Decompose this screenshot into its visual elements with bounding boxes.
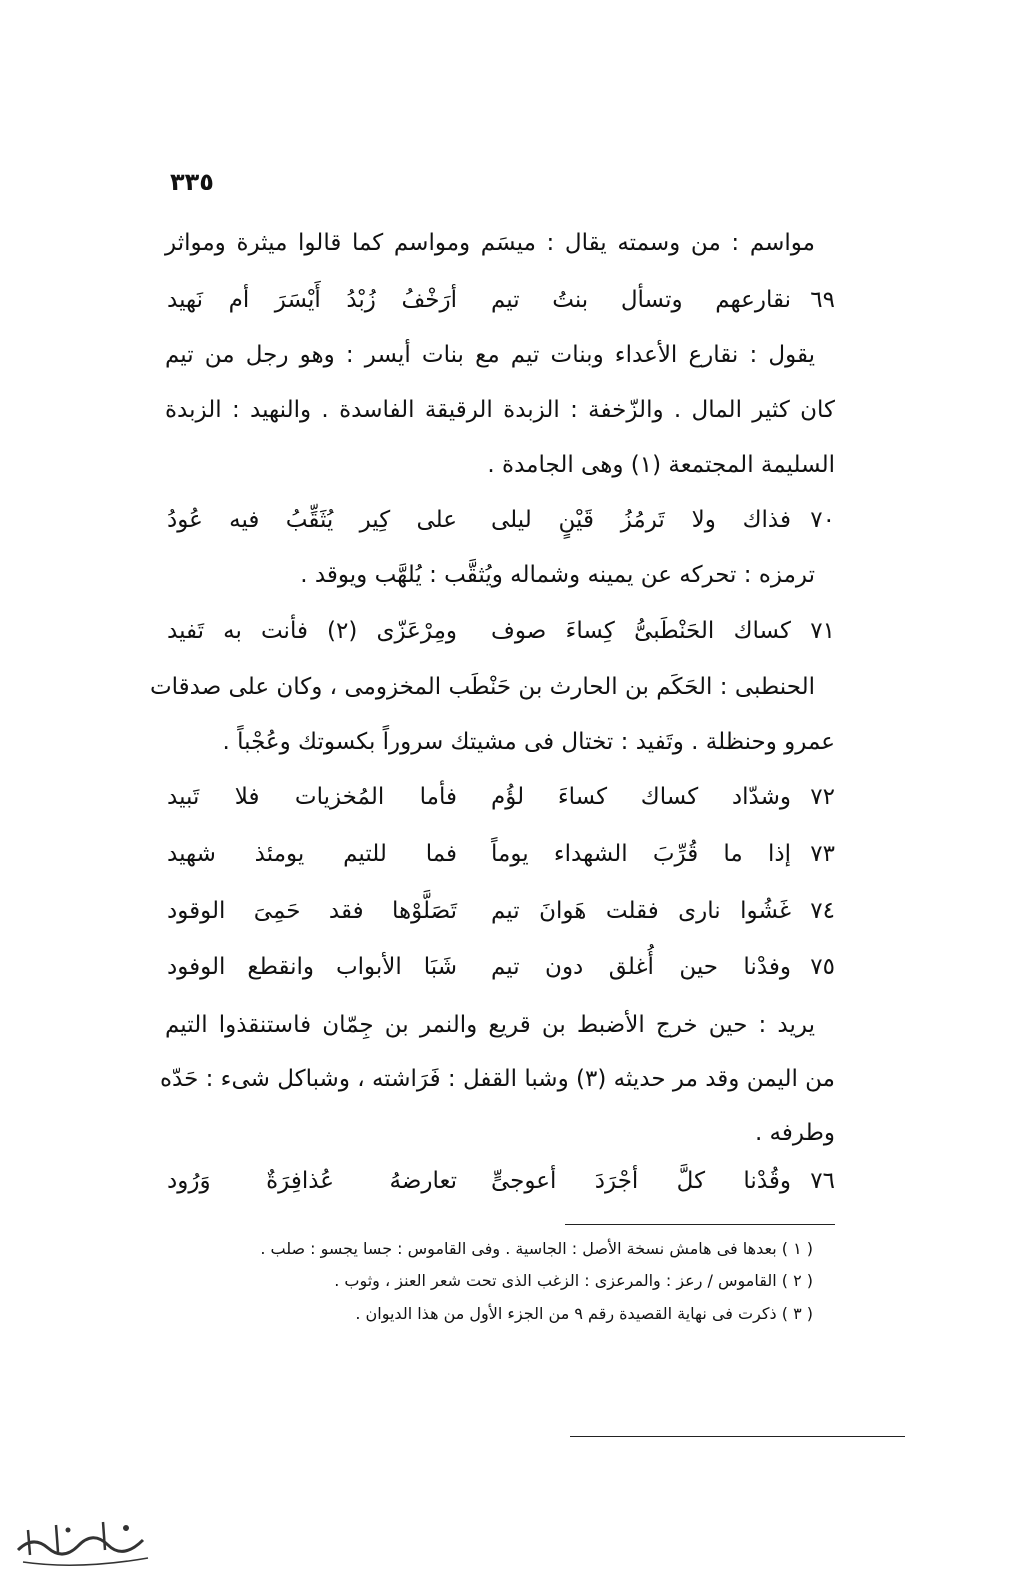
- commentary-line: يريد : حين خرج الأضبط بن قريع والنمر بن جِمّان فاستنقذوا التيم: [165, 1012, 815, 1038]
- verse-second-hemistich: تعارضهُ عُذافِرَةٌ وَرُود: [167, 1168, 457, 1194]
- verse-number: ٧٥: [810, 954, 835, 980]
- verse-second-hemistich: أرَخْفُ زُبْدُ أَيْسَرَ أم نَهيد: [167, 287, 457, 313]
- verse-first-hemistich: نقارعهم وتسأل بنتُ تيم: [491, 287, 791, 313]
- commentary-line: عمرو وحنظلة . وتَفيد : تختال فى مشيتك سروراً بكسوتك وعُجْباً .: [222, 729, 835, 755]
- commentary-line: السليمة المجتمعة (١) وهى الجامدة .: [487, 452, 835, 478]
- verse-second-hemistich: تَصَلَّوْها فقد حَمِىَ الوقود: [167, 898, 457, 924]
- commentary-line: كان كثير المال . والزّخفة : الزبدة الرقيقة الفاسدة . والنهيد : الزبدة: [165, 397, 835, 423]
- verse-75: [165, 950, 835, 984]
- verse-69: [165, 283, 835, 317]
- verse-first-hemistich: كساك الحَنْطَبىُّ كِساءَ صوف: [491, 618, 791, 644]
- verse-70: [165, 503, 835, 537]
- commentary-line: وطرفه .: [754, 1120, 835, 1146]
- verse-76: [165, 1164, 835, 1198]
- verse-72: [165, 780, 835, 814]
- footnote-divider: [565, 1224, 835, 1225]
- verse-number: ٧٣: [810, 841, 835, 867]
- verse-number: ٧٦: [810, 1168, 835, 1194]
- verse-71: [165, 614, 835, 648]
- commentary-line: الحنطبى : الحَكَم بن الحارث بن حَنْطَب المخزومى ، وكان على صدقات: [149, 674, 815, 700]
- commentary-line: مواسم : من وسمته يقال : ميسَم ومواسم كما قالوا ميثرة ومواثر: [165, 230, 815, 256]
- verse-first-hemistich: وقُدْنا كلَّ أجْرَدَ أعوجىٍّ: [491, 1168, 791, 1194]
- footnote-1: ( ١ ) بعدها فى هامش نسخة الأصل : الجاسية . وفى القاموس : جسا يجسو : صلب .: [260, 1239, 813, 1258]
- verse-first-hemistich: غَشُوا نارى فقلت هَوانَ تيم: [491, 898, 791, 924]
- page-number: ٣٣٥: [170, 168, 214, 196]
- verse-first-hemistich: وشدّاد كساك كساءَ لؤُم: [491, 784, 791, 810]
- verse-second-hemistich: فما للتيم يومئذ شهيد: [167, 841, 457, 867]
- bottom-divider: [570, 1436, 905, 1437]
- verse-number: ٧٤: [810, 898, 835, 924]
- verse-74: [165, 894, 835, 928]
- verse-second-hemistich: فأما المُخزيات فلا تَبيد: [167, 784, 457, 810]
- verse-number: ٦٩: [810, 287, 835, 313]
- verse-first-hemistich: فذاك ولا تَرمُزُ قَيْنٍ ليلى: [491, 507, 791, 533]
- commentary-line: يقول : نقارع الأعداء وبنات تيم مع بنات أيسر : وهو رجل من تيم: [165, 342, 815, 368]
- commentary-line: من اليمن وقد مر حديثه (٣) وشبا القفل : فَرَاشته ، وشباكل شىء : حَدّه: [159, 1066, 835, 1092]
- verse-73: [165, 837, 835, 871]
- verse-first-hemistich: وفدْنا حين أُغلق دون تيم: [491, 954, 791, 980]
- verse-number: ٧٠: [810, 507, 835, 533]
- verse-first-hemistich: إذا ما قُرِّبَ الشهداء يوماً: [491, 841, 791, 867]
- publisher-logo-icon: [8, 1500, 158, 1575]
- verse-second-hemistich: شَبَا الأبواب وانقطع الوفود: [167, 954, 457, 980]
- verse-number: ٧١: [810, 618, 835, 644]
- verse-second-hemistich: على كِير يُثَقِّبُ فيه عُودُ: [167, 507, 457, 533]
- footnote-2: ( ٢ ) القاموس / رعز : والمرعزى : الزغب الذى تحت شعر العنز ، وثوب .: [334, 1271, 813, 1290]
- verse-number: ٧٢: [810, 784, 835, 810]
- footnote-3: ( ٣ ) ذكرت فى نهاية القصيدة رقم ٩ من الجزء الأول من هذا الديوان .: [355, 1304, 813, 1323]
- commentary-line: ترمزه : تحركه عن يمينه وشماله ويُثقَّب : يُلهَّب ويوقد .: [300, 562, 815, 588]
- verse-second-hemistich: ومِرْعَزّى (٢) فأنت به تَفيد: [167, 618, 457, 644]
